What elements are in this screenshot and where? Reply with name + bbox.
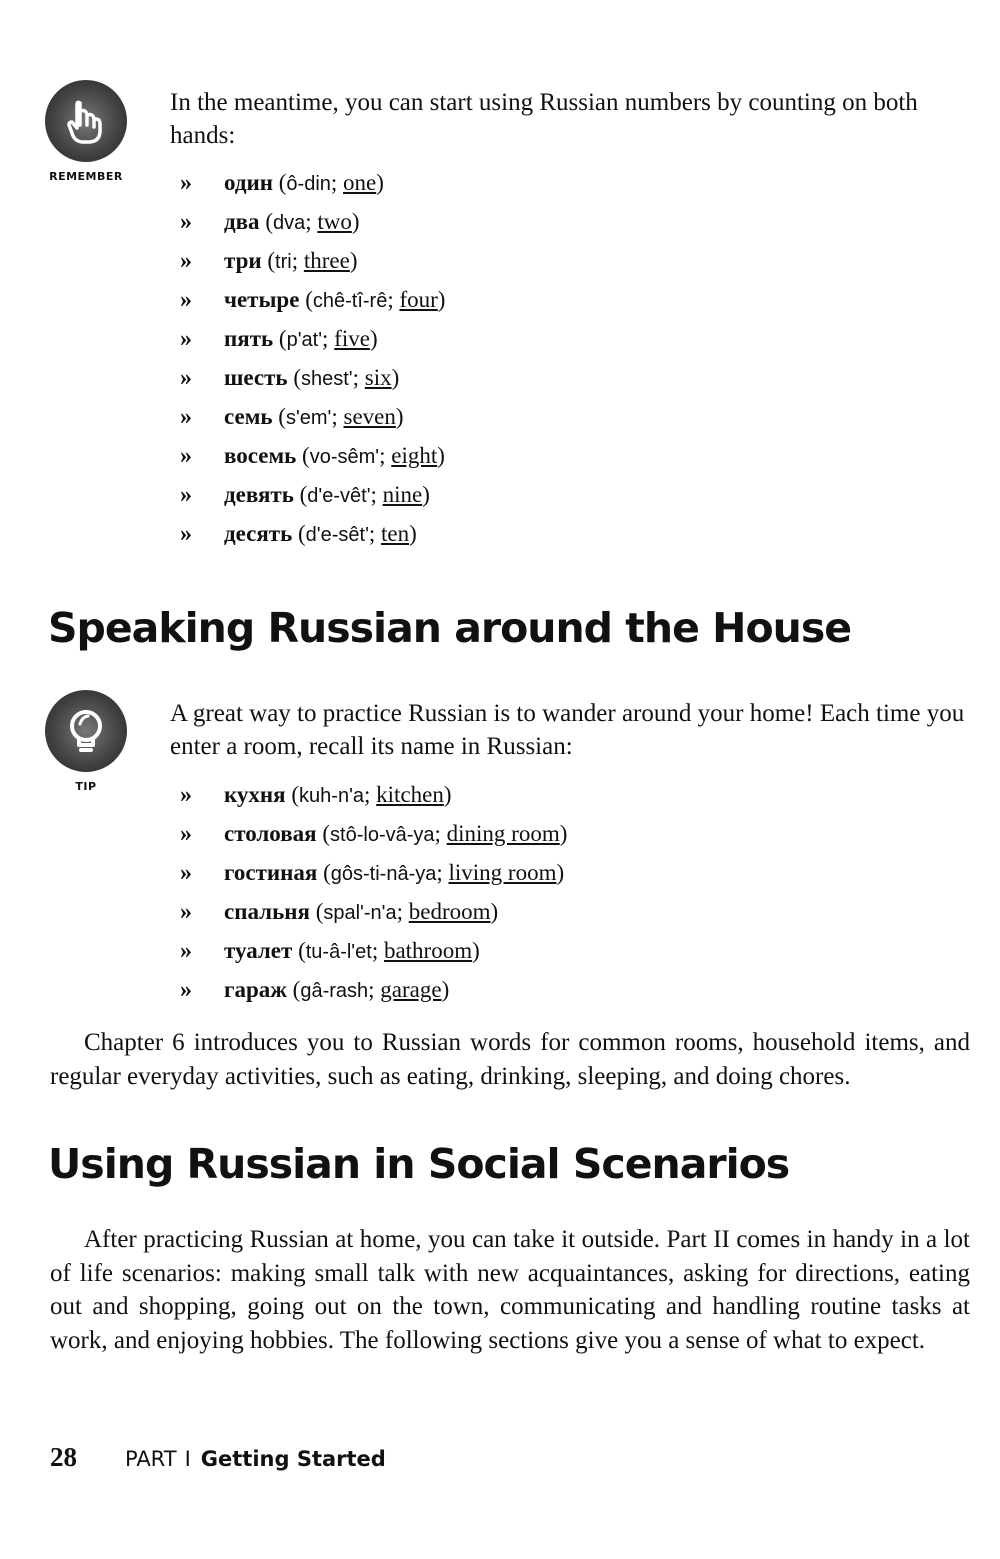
list-item: » три (tri; three): [180, 248, 358, 274]
russian-word: спальня: [224, 899, 310, 924]
russian-word: туалет: [224, 938, 293, 963]
transliteration: p'at': [286, 329, 323, 351]
english-meaning: dining room: [446, 821, 560, 846]
bullet-icon: »: [180, 443, 192, 469]
pointing-hand-icon: [45, 80, 127, 162]
transliteration: gôs-ti-nâ-ya: [330, 863, 437, 885]
english-meaning: seven: [343, 404, 396, 429]
russian-word: пять: [224, 326, 274, 351]
bullet-icon: »: [180, 938, 192, 964]
russian-word: столовая: [224, 821, 317, 846]
remember-icon-block: [44, 80, 128, 183]
bullet-icon: »: [180, 248, 192, 274]
list-item: » гараж (gâ-rash; garage): [180, 977, 450, 1003]
transliteration: gâ-rash: [300, 980, 369, 1002]
bullet-icon: »: [180, 365, 192, 391]
bullet-icon: »: [180, 821, 192, 847]
transliteration: chê-tî-rê: [312, 290, 388, 312]
transliteration: s'em': [285, 407, 332, 429]
chapter6-paragraph: Chapter 6 introduces you to Russian words for common rooms, household items, and regular everyday activities, such as eating, drinking, sleeping, and doing chores.: [50, 1029, 970, 1090]
list-item: » кухня (kuh-n'a; kitchen): [180, 782, 452, 808]
list-item: » два (dva; two): [180, 209, 360, 235]
tip-intro: A great way to practice Russian is to wander around your home! Each time you enter a room, recall its name in Russian:: [170, 700, 965, 760]
part-label: PART: [125, 1447, 177, 1471]
part-number: I: [184, 1447, 191, 1471]
russian-word: кухня: [224, 782, 286, 807]
list-item: » пять (p'at'; five): [180, 326, 378, 352]
transliteration: dva: [272, 212, 306, 234]
transliteration: d'e-vêt': [307, 485, 371, 507]
english-meaning: ten: [381, 521, 410, 546]
transliteration: shest': [301, 368, 353, 390]
english-meaning: living room: [448, 860, 557, 885]
list-item: » спальня (spal'-n'a; bedroom): [180, 899, 499, 925]
english-meaning: nine: [382, 482, 423, 507]
tip-label: TIP: [75, 780, 97, 793]
bullet-icon: »: [180, 209, 192, 235]
transliteration: ô-din: [286, 173, 331, 195]
english-meaning: bedroom: [408, 899, 491, 924]
bullet-icon: »: [180, 326, 192, 352]
english-meaning: two: [317, 209, 352, 234]
list-item: » девять (d'e-vêt'; nine): [180, 482, 430, 508]
page-footer: [50, 1442, 386, 1473]
russian-word: гостиная: [224, 860, 318, 885]
transliteration: stô-lo-vâ-ya: [330, 824, 435, 846]
transliteration: d'e-sêt': [305, 524, 369, 546]
list-item: » восемь (vo-sêm'; eight): [180, 443, 445, 469]
russian-word: два: [224, 209, 260, 234]
russian-word: один: [224, 170, 273, 195]
part-title: Getting Started: [200, 1447, 386, 1471]
page-number: 28: [50, 1442, 77, 1472]
russian-word: гараж: [224, 977, 287, 1002]
rooms-list: [180, 780, 567, 1014]
english-meaning: four: [399, 287, 438, 312]
russian-word: десять: [224, 521, 293, 546]
english-meaning: three: [303, 248, 350, 273]
english-meaning: bathroom: [383, 938, 473, 963]
english-meaning: five: [334, 326, 370, 351]
transliteration: spal'-n'a: [323, 902, 397, 924]
list-item: » один (ô-din; one): [180, 170, 384, 196]
list-item: » семь (s'em'; seven): [180, 404, 404, 430]
list-item: » четыре (chê-tî-rê; four): [180, 287, 446, 313]
list-item: » шесть (shest'; six): [180, 365, 400, 391]
bullet-icon: »: [180, 860, 192, 886]
bullet-icon: »: [180, 404, 192, 430]
transliteration: tri: [275, 251, 292, 273]
tip-icon-block: [44, 690, 128, 793]
remember-intro: In the meantime, you can start using Russian numbers by counting on both hands:: [170, 89, 918, 149]
bullet-icon: »: [180, 782, 192, 808]
section-heading-social: Using Russian in Social Scenarios: [48, 1140, 790, 1188]
russian-word: восемь: [224, 443, 297, 468]
section-heading-house: Speaking Russian around the House: [48, 604, 852, 652]
russian-word: три: [224, 248, 262, 273]
list-item: » гостиная (gôs-ti-nâ-ya; living room): [180, 860, 565, 886]
russian-word: семь: [224, 404, 273, 429]
list-item: » десять (d'e-sêt'; ten): [180, 521, 417, 547]
social-paragraph: After practicing Russian at home, you can take it outside. Part II comes in handy in a lot of life scenarios: making small talk with new acquaintances, asking for directions, eating out and shopping, going out on the town, communicating and handling routine tasks at work, and enjoying hobbies. The following sections give you a sense of what to expect.: [50, 1226, 970, 1354]
english-meaning: garage: [380, 977, 442, 1002]
bullet-icon: »: [180, 899, 192, 925]
bullet-icon: »: [180, 287, 192, 313]
english-meaning: one: [343, 170, 377, 195]
transliteration: kuh-n'a: [299, 785, 365, 807]
bullet-icon: »: [180, 170, 192, 196]
bullet-icon: »: [180, 521, 192, 547]
english-meaning: kitchen: [376, 782, 444, 807]
transliteration: vo-sêm': [309, 446, 380, 468]
russian-word: девять: [224, 482, 294, 507]
list-item: » туалет (tu-â-l'et; bathroom): [180, 938, 480, 964]
bullet-icon: »: [180, 977, 192, 1003]
english-meaning: eight: [391, 443, 438, 468]
bullet-icon: »: [180, 482, 192, 508]
remember-label: REMEMBER: [49, 170, 123, 183]
list-item: » столовая (stô-lo-vâ-ya; dining room): [180, 821, 568, 847]
transliteration: tu-â-l'et: [305, 941, 372, 963]
lightbulb-icon: [45, 690, 127, 772]
english-meaning: six: [364, 365, 392, 390]
russian-word: четыре: [224, 287, 300, 312]
numbers-list: [180, 168, 445, 558]
russian-word: шесть: [224, 365, 288, 390]
